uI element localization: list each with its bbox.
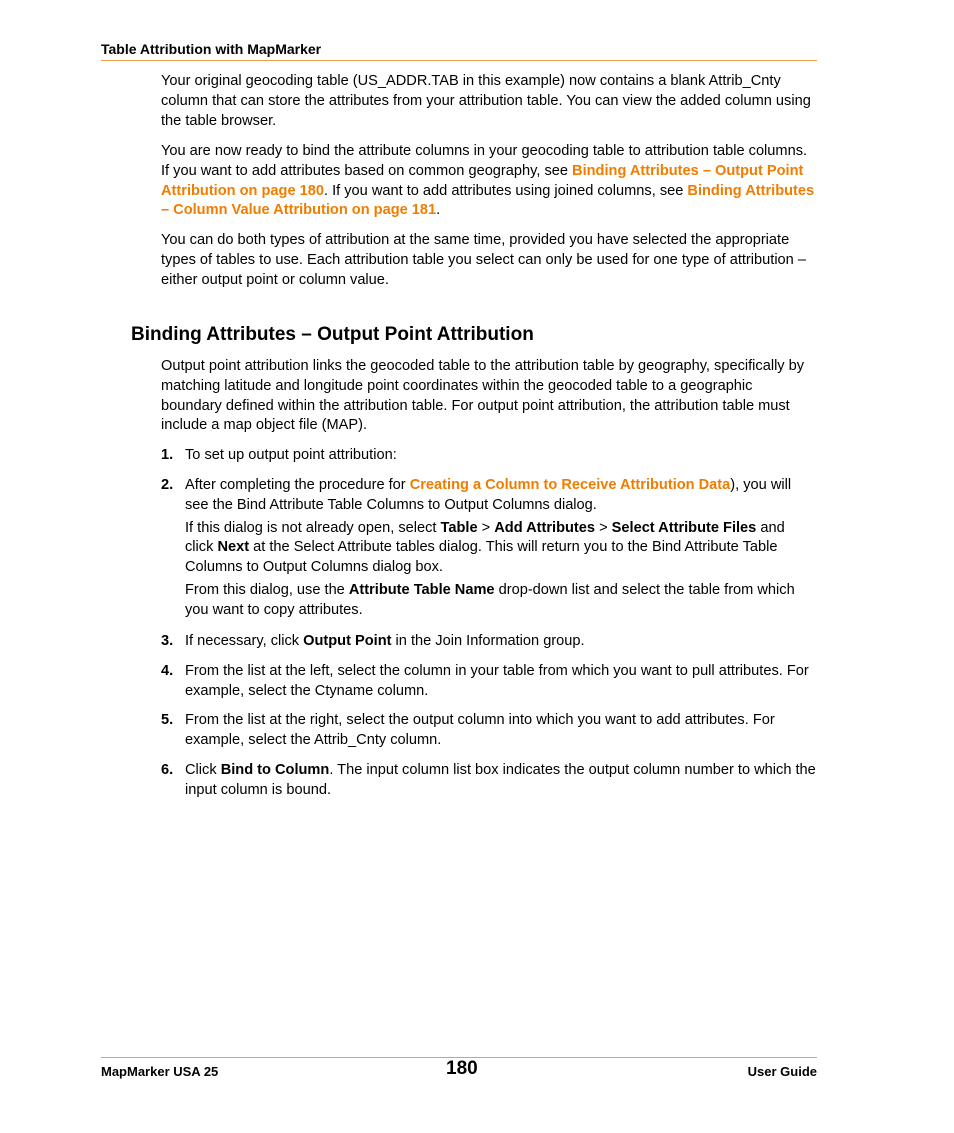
footer-product-name: MapMarker USA 25 — [101, 1064, 219, 1079]
section-heading: Binding Attributes – Output Point Attribution — [131, 324, 534, 345]
option-output-point: Output Point — [303, 633, 392, 649]
menu-separator: > — [595, 519, 612, 536]
step-text: From the list at the left, select the column in your table from which you want to pull attributes. For example, select the Ctyname column. — [185, 663, 809, 699]
step-text-b: in the Join Information group. — [391, 633, 585, 649]
menu-add-attributes: Add Attributes — [494, 519, 596, 536]
step-text-a: Click — [185, 762, 221, 778]
step-number: 2. — [161, 477, 174, 493]
p2-text-b: . If you want to add attributes using joined columns, see — [323, 182, 688, 199]
p2-text-c: . — [436, 202, 441, 219]
step-number: 6. — [161, 762, 174, 778]
step-text-a: If necessary, click — [185, 633, 304, 649]
step-2-paragraph-1 — [185, 476, 817, 516]
footer-doc-title: User Guide — [747, 1064, 817, 1079]
menu-separator: > — [477, 519, 495, 536]
step-number: 3. — [161, 633, 174, 649]
p2-text-a: You are now ready to bind the attribute columns in your geocoding table to attribution table columns. If you want to add attributes based on common geography, see — [161, 143, 808, 179]
step-4 — [161, 662, 817, 702]
step-6 — [161, 761, 817, 801]
link-creating-column[interactable]: Creating a Column to Receive Attribution Data — [409, 477, 731, 493]
step-text: drop-down list and select the table from which you want to copy attributes. — [185, 581, 795, 618]
step-text: and click — [185, 519, 785, 556]
page-number: 180 — [446, 1058, 478, 1079]
section-intro-paragraph: Output point attribution links the geocoded table to the attribution table by geography, specifically by matching latitude and longitude point coordinates within the geocoded table to a geographic boundary defined within the attribution table. For output point attribution, the attribution table must include a map object file (MAP). — [161, 358, 805, 434]
button-name-bind-to-column: Bind to Column — [220, 762, 330, 778]
intro-paragraph-3: You can do both types of attribution at the same time, provided you have selected the appropriate types of tables to use. Each attribution table you select can only be used for one type of attribution – either output point or column value. — [161, 232, 806, 288]
link-column-value-attribution[interactable]: Binding Attributes – Column Value Attribution on page 181 — [161, 182, 815, 219]
running-header: Table Attribution with MapMarker — [101, 41, 322, 57]
step-text — [185, 632, 817, 652]
step-text: After completing the procedure for — [185, 477, 410, 493]
menu-select-attribute-files: Select Attribute Files — [611, 519, 757, 536]
intro-paragraph-1: Your original geocoding table (US_ADDR.TAB in this example) now contains a blank Attrib_Cnty column that can store the attributes from your attribution table. You can view the added column using the table browser. — [161, 73, 811, 129]
step-text — [185, 761, 817, 801]
header-rule — [101, 60, 817, 61]
link-output-point-attribution[interactable]: Binding Attributes – Output Point Attribution on page 180 — [161, 162, 804, 199]
button-name-next: Next — [217, 539, 250, 556]
menu-table: Table — [440, 519, 478, 536]
step-text: From the list at the right, select the output column into which you want to add attributes. For example, select the Attrib_Cnty column. — [185, 712, 775, 748]
step-1 — [161, 446, 817, 466]
step-number: 5. — [161, 712, 174, 728]
step-text-b: . The input column list box indicates the output column number to which the input column is bound. — [185, 762, 816, 798]
step-text: at the Select Attribute tables dialog. This will return you to the Bind Attribute Table Columns to Output Columns dialog box. — [185, 539, 778, 576]
step-3 — [161, 632, 817, 652]
step-text: To set up output point attribution: — [185, 447, 397, 463]
step-2-paragraph-3 — [185, 581, 817, 621]
step-5 — [161, 711, 817, 751]
step-2 — [161, 476, 817, 621]
step-number: 1. — [161, 447, 174, 463]
step-text: ), you will see the Bind Attribute Table Columns to Output Columns dialog. — [185, 477, 792, 513]
step-text: If this dialog is not already open, select — [185, 519, 441, 536]
intro-paragraph-2 — [161, 142, 817, 221]
step-text: From this dialog, use the — [185, 581, 349, 598]
step-number: 4. — [161, 663, 174, 679]
field-attribute-table-name: Attribute Table Name — [348, 581, 495, 598]
step-2-paragraph-2 — [185, 519, 817, 578]
